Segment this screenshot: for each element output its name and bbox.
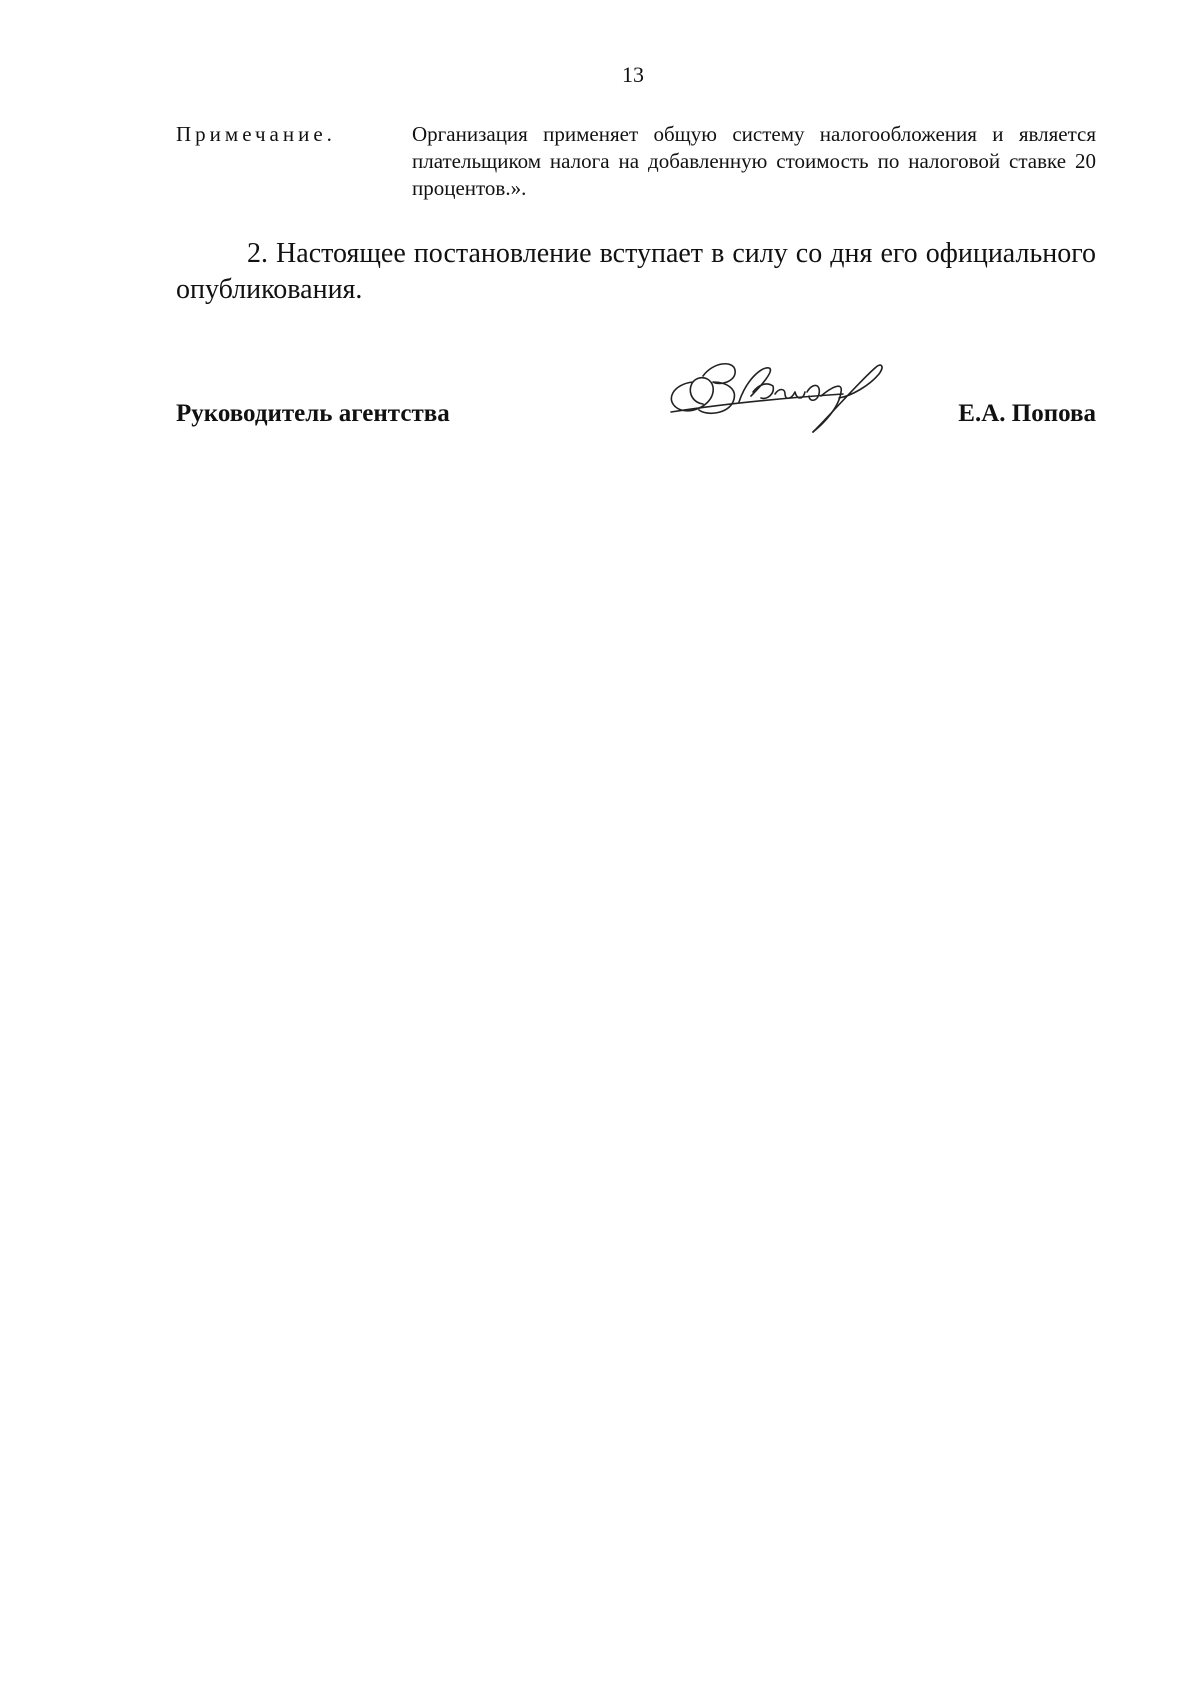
paragraph-2: 2. Настоящее постановление вступает в силу со дня его официального опубликования. xyxy=(176,238,1096,305)
page-number: 13 xyxy=(622,62,644,87)
note-block xyxy=(176,121,1096,202)
note-text xyxy=(412,121,1096,202)
note-text-content: Организация применяет общую систему налогообложения и является плательщиком налога на добавленную стоимость по налоговой ставке 20 процентов.». xyxy=(412,122,1096,200)
note-label: Примечание. xyxy=(176,122,336,146)
handwritten-signature xyxy=(663,352,893,442)
signatory-position: Руководитель агентства xyxy=(176,400,450,427)
signatory-name: Е.А. Попова xyxy=(958,400,1096,427)
